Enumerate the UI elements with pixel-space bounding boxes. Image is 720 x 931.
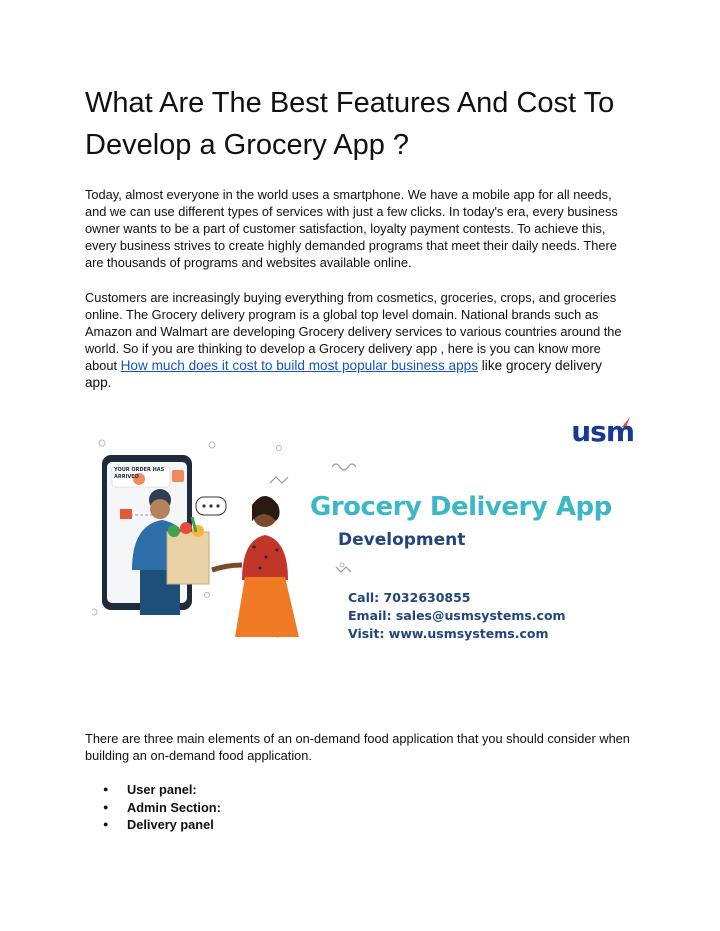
- page-title: What Are The Best Features And Cost To Develop a Grocery App ?: [85, 87, 615, 161]
- phone-order-text: YOUR ORDER HAS ARRIVED: [114, 467, 165, 480]
- elements-list: [100, 781, 221, 834]
- banner-heading: Grocery Delivery App: [310, 492, 612, 522]
- market-paragraph-text: Customers are increasingly buying everything from cosmetics, groceries, crops, and groceries online. The Grocery delivery program is a global top level domain. National brands such as Amazon and Walmart are developing Grocery delivery services to various countries around the world. So if you are thinking to develop a Grocery delivery app , here is you can know more about: [85, 290, 622, 373]
- banner-subheading: Development: [338, 530, 466, 550]
- banner-phone: Call: 7032630855: [348, 590, 471, 605]
- market-paragraph: [85, 289, 630, 391]
- promo-banner-image: [92, 405, 640, 650]
- intro-paragraph: Today, almost everyone in the world uses a smartphone. We have a mobile app for all needs, and we can use different types of services with just a few clicks. In today's era, every business owner wants to be a part of customer satisfaction, loyalty payment contests. To achieve this, every business strives to create highly demanded programs that meet their daily needs. There are thousands of programs and websites available online.: [85, 187, 618, 270]
- banner-website: Visit: www.usmsystems.com: [348, 626, 549, 641]
- list-item: ● Delivery panel: [100, 816, 221, 834]
- list-item: ● User panel:: [100, 781, 221, 799]
- list-item: ● Admin Section:: [100, 799, 221, 817]
- cost-article-link[interactable]: How much does it cost to build most popular business apps: [120, 358, 478, 373]
- banner-email: Email: sales@usmsystems.com: [348, 608, 566, 623]
- usm-logo: usm: [571, 415, 634, 448]
- elements-paragraph: There are three main elements of an on-demand food application that you should consider when building an on-demand food application.: [85, 731, 630, 763]
- market-paragraph-tail: like grocery delivery app.: [85, 358, 602, 390]
